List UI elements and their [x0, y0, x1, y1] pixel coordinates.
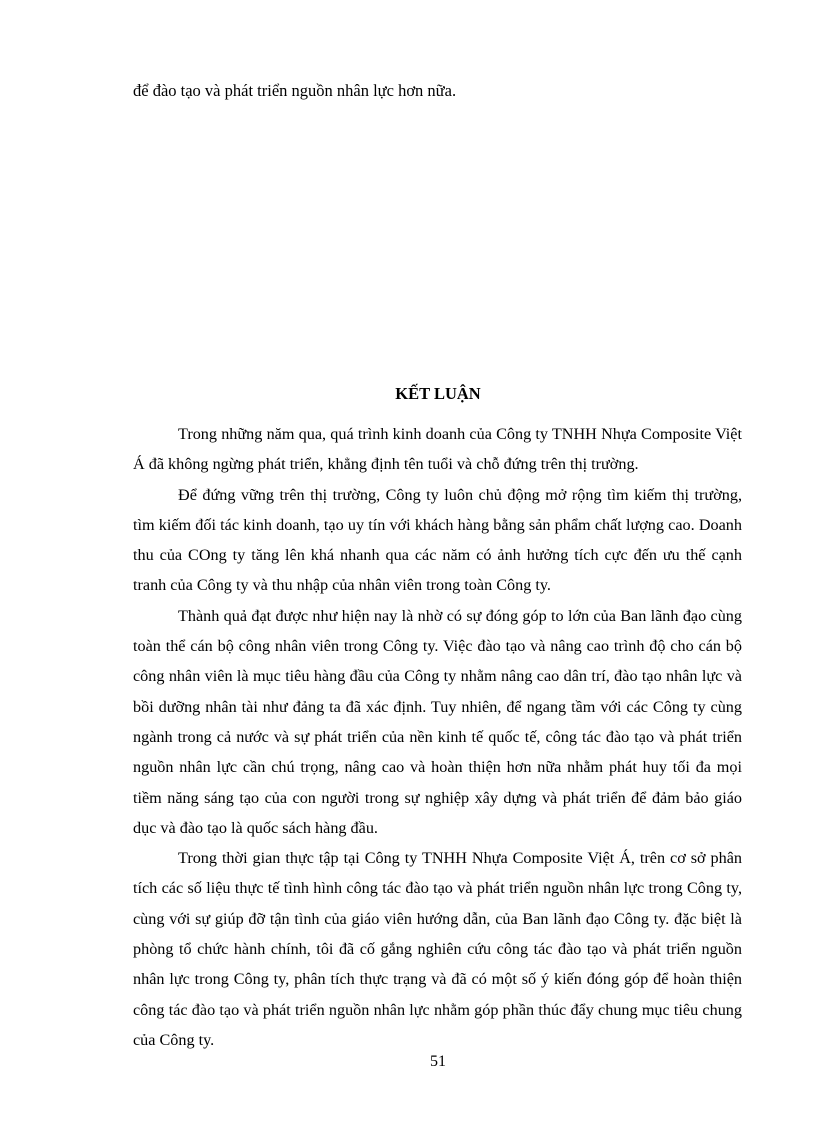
paragraph-3: Thành quả đạt được như hiện nay là nhờ có sự đóng góp to lớn của Ban lãnh đạo cùng toàn thể cán bộ công nhân viên trong Công ty. Việc đào tạo và nâng cao trình độ cho cán bộ công nhân viên là mục tiêu hàng đầu của Công ty nhằm nâng cao dân trí, đào tạo nhân lực và bồi dưỡng nhân tài như đảng ta đã xác định. Tuy nhiên, để ngang tầm với các Công ty cùng ngành trong cả nước và sự phát triển của nền kinh tế quốc tế, công tác đào tạo và phát triển nguồn nhân lực cần chú trọng, nâng cao và hoàn thiện hơn nữa nhằm phát huy tối đa mọi tiềm năng sáng tạo của con người trong sự nghiệp xây dựng và phát triển để đảm bảo giáo dục và đào tạo là quốc sách hàng đầu.: [133, 606, 742, 837]
section-title: KẾT LUẬN: [395, 384, 481, 403]
paragraph-2: Để đứng vững trên thị trường, Công ty luôn chủ động mở rộng tìm kiếm thị trường, tìm kiếm đối tác kinh doanh, tạo uy tín với khách hàng bằng sản phẩm chất lượng cao. Doanh thu của COng ty tăng lên khá nhanh qua các năm có ảnh hưởng tích cực đến ưu thế cạnh tranh của Công ty và thu nhập của nhân viên trong toàn Công ty.: [133, 485, 742, 595]
carry-over-text: để đào tạo và phát triển nguồn nhân lực hơn nữa.: [133, 81, 457, 100]
paragraph-4: Trong thời gian thực tập tại Công ty TNHH Nhựa Composite Việt Á, trên cơ sở phân tích các số liệu thực tế tình hình công tác đào tạo và phát triển nguồn nhân lực trong Công ty, cùng với sự giúp đỡ tận tình của giáo viên hướng dẫn, của Ban lãnh đạo Công ty. đặc biệt là phòng tổ chức hành chính, tôi đã cố gắng nghiên cứu công tác đào tạo và phát triển nguồn nhân lực trong Công ty, phân tích thực trạng và đã có một số ý kiến đóng góp để hoàn thiện công tác đào tạo và phát triển nguồn nhân lực nhằm góp phần thúc đẩy chung mục tiêu chung của Công ty.: [133, 849, 742, 1049]
page-number: 51: [430, 1053, 446, 1070]
paragraph-1: Trong những năm qua, quá trình kinh doanh của Công ty TNHH Nhựa Composite Việt Á đã không ngừng phát triển, khẳng định tên tuổi và chỗ đứng trên thị trường.: [133, 425, 742, 474]
section-body: [133, 419, 742, 1055]
